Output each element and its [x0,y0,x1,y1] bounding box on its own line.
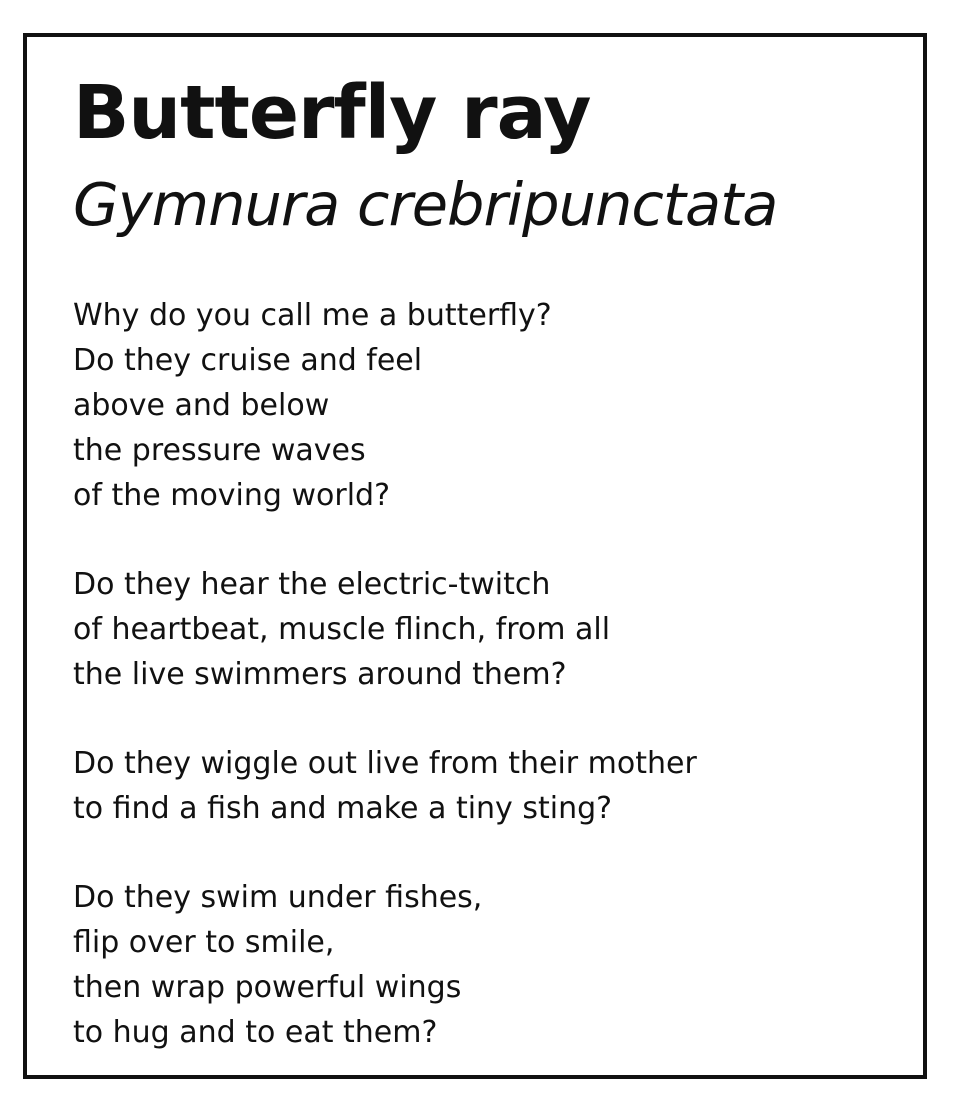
poem-line: Do they hear the electric-twitch [73,567,551,602]
poem-body [73,293,893,1099]
poem-line: above and below [73,388,330,423]
poem-line: then wrap powerful wings [73,970,462,1005]
stanza-2 [73,562,893,697]
poem-line: of the moving world? [73,478,391,513]
poem-line: Do they swim under fishes, [73,880,483,915]
poem-line: to find a fish and make a tiny sting? [73,791,613,826]
poem-card-border [23,33,927,1079]
poem-line: to hug and to eat them? [73,1015,438,1050]
poem-line: Do they cruise and feel [73,343,423,378]
stanza-1 [73,293,893,518]
poem-line: of heartbeat, muscle flinch, from all [73,612,611,647]
poem-title: Butterfly ray [73,70,591,156]
poem-line: the pressure waves [73,433,366,468]
poem-line: Do they wiggle out live from their mother [73,746,697,781]
poem-line: the live swimmers around them? [73,657,567,692]
species-scientific-name: Gymnura crebripunctata [73,170,778,239]
poem-line: Why do you call me a butterfly? [73,298,552,333]
stanza-4 [73,875,893,1055]
poem-line: flip over to smile, [73,925,335,960]
stanza-3 [73,741,893,831]
